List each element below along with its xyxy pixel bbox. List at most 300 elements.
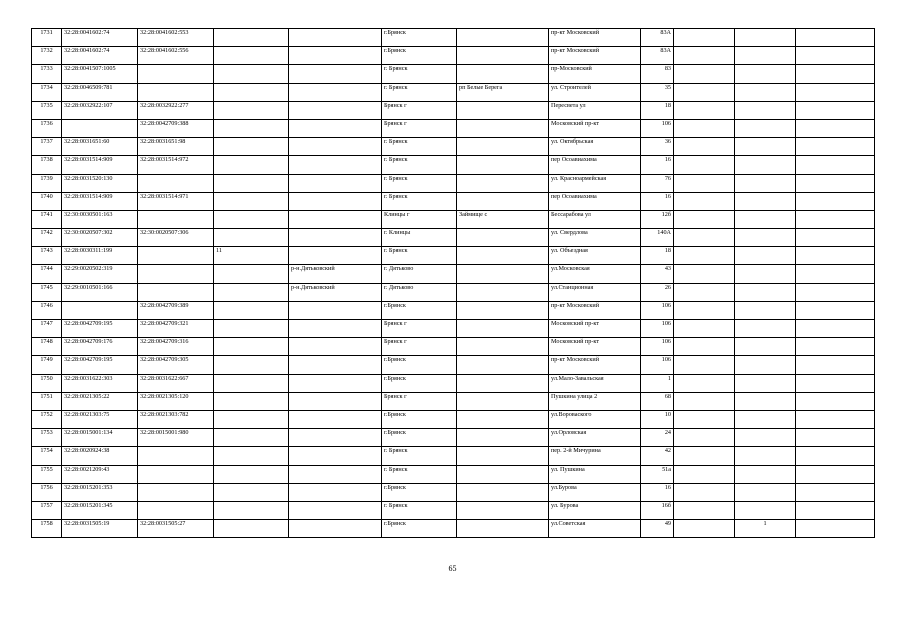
cell-num: 1754 [32,447,62,465]
cell-c12 [796,83,875,101]
cell-c11 [735,447,796,465]
table-row [32,265,875,283]
table-row [32,301,875,319]
cell-locality [457,320,549,338]
cell-city: г. Брянск [382,138,457,156]
table-row [32,101,875,119]
cell-locality [457,192,549,210]
cell-num: 1755 [32,465,62,483]
cell-c11 [735,356,796,374]
cell-c12 [796,65,875,83]
cell-street: ул.Бурова [549,483,641,501]
cell-city: г. Брянск [382,247,457,265]
cell-num: 1748 [32,338,62,356]
cell-house: 16 [641,156,674,174]
cell-locality [457,229,549,247]
cell-c11 [735,265,796,283]
cell-c10 [674,174,735,192]
cell-c10 [674,156,735,174]
cell-city: г. Брянск [382,83,457,101]
cell-city: Брянск г [382,101,457,119]
cell-cad1: 32:28:0046509:781 [62,83,138,101]
cell-c10 [674,447,735,465]
cell-c5 [289,119,382,137]
cell-c12 [796,247,875,265]
cell-locality [457,138,549,156]
cell-c11 [735,501,796,519]
cell-city: Брянск г [382,320,457,338]
table-row [32,119,875,137]
cell-locality [457,501,549,519]
cell-cad1: 32:28:0015201:345 [62,501,138,519]
cell-cad1: 32:28:0031651:60 [62,138,138,156]
cell-c4 [214,465,289,483]
cell-locality [457,447,549,465]
table-row [32,520,875,538]
cell-num: 1739 [32,174,62,192]
cell-street: ул.Мало-Завальская [549,374,641,392]
registry-table-body [32,29,875,538]
cell-cad2: 32:28:0042709:305 [138,356,214,374]
cell-cad1: 32:30:0030501:163 [62,210,138,228]
cell-street: пер. 2-й Мичурина [549,447,641,465]
cell-c10 [674,410,735,428]
cell-street: Московский пр-кт [549,119,641,137]
cell-c4 [214,429,289,447]
cell-c5 [289,210,382,228]
table-row [32,210,875,228]
cell-cad2: 32:30:0020507:306 [138,229,214,247]
cell-c11 [735,392,796,410]
cell-c5 [289,138,382,156]
cell-cad1: 32:29:0020502:319 [62,265,138,283]
cell-cad1: 32:28:0041602:74 [62,47,138,65]
cell-street: Московский пр-кт [549,320,641,338]
cell-num: 1753 [32,429,62,447]
cell-cad1: 32:28:0042709:195 [62,320,138,338]
cell-cad2 [138,447,214,465]
cell-house: 106 [641,320,674,338]
cell-house: 106 [641,338,674,356]
cell-c12 [796,465,875,483]
cell-house: 106 [641,119,674,137]
cell-c12 [796,47,875,65]
cell-c12 [796,210,875,228]
cell-c11 [735,29,796,47]
cell-city: г.Брянск [382,374,457,392]
cell-c4 [214,520,289,538]
cell-locality [457,65,549,83]
cell-c10 [674,374,735,392]
cell-cad2: 32:28:0015001:980 [138,429,214,447]
cell-c5 [289,501,382,519]
cell-num: 1745 [32,283,62,301]
cell-c12 [796,429,875,447]
cell-num: 1734 [32,83,62,101]
cell-city: г.Брянск [382,47,457,65]
cell-c4: 11 [214,247,289,265]
table-row [32,483,875,501]
cell-street: ул.Московская [549,265,641,283]
cell-cad2 [138,83,214,101]
cell-c5 [289,174,382,192]
cell-c4 [214,83,289,101]
cell-house: 68 [641,392,674,410]
cell-c11 [735,320,796,338]
cell-num: 1740 [32,192,62,210]
cell-c5 [289,374,382,392]
cell-locality [457,520,549,538]
cell-c4 [214,338,289,356]
cell-locality [457,392,549,410]
cell-c4 [214,283,289,301]
cell-locality [457,156,549,174]
cell-c5: р-н.Дятьковский [289,265,382,283]
cell-num: 1736 [32,119,62,137]
page-number: 65 [448,564,457,573]
cell-c5 [289,520,382,538]
cell-c4 [214,320,289,338]
cell-c10 [674,47,735,65]
cell-c5 [289,392,382,410]
cell-c12 [796,338,875,356]
cell-num: 1731 [32,29,62,47]
cell-street: ул.Орловская [549,429,641,447]
table-row [32,374,875,392]
table-row [32,283,875,301]
cell-house: 24 [641,429,674,447]
cell-cad1: 32:28:0021303:75 [62,410,138,428]
cell-cad2 [138,465,214,483]
cell-c10 [674,210,735,228]
cell-cad2: 32:28:0021305:120 [138,392,214,410]
cell-city: г. Дятьково [382,265,457,283]
cell-c5 [289,29,382,47]
cell-street: ул. Красноармейская [549,174,641,192]
cell-c12 [796,174,875,192]
cell-c4 [214,65,289,83]
cell-house: 83А [641,47,674,65]
cell-cad2 [138,501,214,519]
cell-c5 [289,47,382,65]
cell-c5 [289,301,382,319]
table-row [32,447,875,465]
cell-house: 106 [641,356,674,374]
cell-c11 [735,174,796,192]
cell-c5 [289,447,382,465]
cell-c5 [289,192,382,210]
cell-c11 [735,465,796,483]
cell-locality [457,301,549,319]
cell-locality [457,374,549,392]
cell-cad1: 32:28:0031520:130 [62,174,138,192]
cell-cad2: 32:28:0041602:553 [138,29,214,47]
table-row [32,65,875,83]
cell-c10 [674,265,735,283]
cell-street: ул.Вороваского [549,410,641,428]
cell-c11 [735,374,796,392]
cell-num: 1732 [32,47,62,65]
table-row [32,83,875,101]
cell-house: 16б [641,501,674,519]
table-row [32,338,875,356]
cell-c10 [674,429,735,447]
cell-cad2: 32:28:0032922:277 [138,101,214,119]
cell-city: г.Брянск [382,410,457,428]
cell-city: г. Брянск [382,65,457,83]
cell-c4 [214,192,289,210]
cell-num: 1758 [32,520,62,538]
cell-c5 [289,101,382,119]
cell-cad1: 32:28:0021209:43 [62,465,138,483]
cell-street: Пересвета ул [549,101,641,119]
cell-locality: Займище с [457,210,549,228]
cell-c11 [735,229,796,247]
cell-c11 [735,283,796,301]
cell-cad1: 32:28:0031505:19 [62,520,138,538]
cell-city: г. Брянск [382,174,457,192]
cell-street: пр-кт Московский [549,301,641,319]
cell-num: 1744 [32,265,62,283]
cell-cad2: 32:28:0031514:972 [138,156,214,174]
cell-num: 1735 [32,101,62,119]
cell-c5: р-н.Дятьковский [289,283,382,301]
cell-locality [457,465,549,483]
cell-num: 1757 [32,501,62,519]
cell-c10 [674,83,735,101]
cell-street: ул.Станционная [549,283,641,301]
cell-c12 [796,356,875,374]
cell-cad2: 32:28:0042709:388 [138,119,214,137]
cell-street: пр-Московский [549,65,641,83]
cell-city: г.Брянск [382,301,457,319]
cell-street: ул. Объездная [549,247,641,265]
cell-c4 [214,265,289,283]
cell-house: 140А [641,229,674,247]
cell-cad1: 32:28:0015201:353 [62,483,138,501]
cell-c10 [674,356,735,374]
cell-c10 [674,247,735,265]
cell-c12 [796,483,875,501]
cell-c5 [289,356,382,374]
cell-c12 [796,320,875,338]
cell-city: г. Брянск [382,465,457,483]
cell-c11 [735,429,796,447]
cell-c5 [289,65,382,83]
cell-locality [457,101,549,119]
cell-city: г. Брянск [382,192,457,210]
cell-street: ул. Октябрьская [549,138,641,156]
cell-num: 1733 [32,65,62,83]
cell-c12 [796,156,875,174]
cell-house: 51а [641,465,674,483]
cell-cad2: 32:28:0031505:27 [138,520,214,538]
cell-street: пер Осоавиахима [549,156,641,174]
cell-city: г.Брянск [382,429,457,447]
cell-c5 [289,229,382,247]
cell-cad2: 32:28:0031622:667 [138,374,214,392]
cell-c12 [796,301,875,319]
cell-cad2: 32:28:0042709:389 [138,301,214,319]
cell-house: 16 [641,483,674,501]
cell-c12 [796,119,875,137]
cell-c4 [214,29,289,47]
cell-c4 [214,301,289,319]
table-row [32,356,875,374]
cell-c11 [735,101,796,119]
cell-city: Брянск г [382,119,457,137]
cell-c10 [674,101,735,119]
table-row [32,156,875,174]
cell-locality [457,356,549,374]
cell-cad1: 32:28:0042709:195 [62,356,138,374]
cell-street: ул. Свердлова [549,229,641,247]
cell-house: 83А [641,29,674,47]
cell-city: г. Брянск [382,501,457,519]
cell-city: г.Брянск [382,29,457,47]
cell-street: Бессарабова ул [549,210,641,228]
cell-c5 [289,247,382,265]
cell-cad2 [138,483,214,501]
cell-c11 [735,119,796,137]
cell-c4 [214,374,289,392]
cell-c10 [674,29,735,47]
cell-locality: рп Белые Берега [457,83,549,101]
cell-city: г.Брянск [382,520,457,538]
cell-street: Московский пр-кт [549,338,641,356]
cell-num: 1737 [32,138,62,156]
cell-c12 [796,229,875,247]
cell-c10 [674,392,735,410]
cell-house: 36 [641,138,674,156]
cell-c11 [735,483,796,501]
cell-cad1: 32:29:0010501:166 [62,283,138,301]
cell-locality [457,119,549,137]
cell-c4 [214,447,289,465]
cell-locality [457,174,549,192]
cell-c5 [289,320,382,338]
cell-cad2: 32:28:0031514:971 [138,192,214,210]
cell-c11 [735,338,796,356]
cell-cad1: 32:28:0021305:22 [62,392,138,410]
cell-num: 1741 [32,210,62,228]
cell-house: 18 [641,101,674,119]
cell-city: Клинцы г [382,210,457,228]
cell-house: 12б [641,210,674,228]
cell-cad1: 32:28:0031514:909 [62,156,138,174]
cell-c4 [214,156,289,174]
cell-c12 [796,520,875,538]
cell-street: Пушкина улица 2 [549,392,641,410]
cell-c12 [796,192,875,210]
cell-city: г.Брянск [382,483,457,501]
cell-locality [457,265,549,283]
table-row [32,229,875,247]
cell-cad2 [138,265,214,283]
cell-c12 [796,29,875,47]
cell-c4 [214,47,289,65]
cell-c11: 1 [735,520,796,538]
cell-locality [457,29,549,47]
cell-street: ул.Советская [549,520,641,538]
cell-house: 43 [641,265,674,283]
cell-street: пер Осоавиахима [549,192,641,210]
cell-num: 1749 [32,356,62,374]
table-row [32,247,875,265]
cell-locality [457,429,549,447]
cell-c4 [214,138,289,156]
cell-c4 [214,483,289,501]
cell-street: ул. Пушкина [549,465,641,483]
cell-cad1 [62,119,138,137]
cell-c10 [674,483,735,501]
table-row [32,392,875,410]
cell-cad1: 32:28:0031622:303 [62,374,138,392]
cell-cad2: 32:28:0042709:316 [138,338,214,356]
cell-locality [457,283,549,301]
cell-cad1: 32:30:0020507:302 [62,229,138,247]
cell-cad1: 32:28:0041507:1005 [62,65,138,83]
cell-house: 26 [641,283,674,301]
cell-c11 [735,138,796,156]
cell-cad2 [138,210,214,228]
cell-c12 [796,265,875,283]
cell-c10 [674,338,735,356]
cell-c12 [796,374,875,392]
cell-c12 [796,447,875,465]
cell-num: 1747 [32,320,62,338]
cell-house: 16 [641,192,674,210]
cell-locality [457,338,549,356]
cell-street: пр-кт Московский [549,356,641,374]
cell-c12 [796,410,875,428]
cell-c4 [214,101,289,119]
cell-c4 [214,119,289,137]
cell-num: 1750 [32,374,62,392]
cell-c10 [674,283,735,301]
cell-cad1: 32:28:0030311:199 [62,247,138,265]
cell-c11 [735,210,796,228]
cell-locality [457,47,549,65]
cell-house: 49 [641,520,674,538]
cell-c11 [735,247,796,265]
table-row [32,410,875,428]
cell-city: г.Брянск [382,356,457,374]
cell-house: 83 [641,65,674,83]
cell-c5 [289,410,382,428]
cell-c10 [674,301,735,319]
cell-c5 [289,429,382,447]
cell-c4 [214,210,289,228]
table-row [32,29,875,47]
cell-c10 [674,520,735,538]
cell-num: 1756 [32,483,62,501]
cell-c4 [214,229,289,247]
table-row [32,138,875,156]
cell-num: 1738 [32,156,62,174]
cell-c11 [735,83,796,101]
cell-locality [457,247,549,265]
cell-house: 10 [641,410,674,428]
cell-street: ул. Строителей [549,83,641,101]
cell-c10 [674,119,735,137]
cell-c5 [289,465,382,483]
cell-cad2 [138,283,214,301]
cell-c10 [674,320,735,338]
cell-c5 [289,83,382,101]
table-row [32,174,875,192]
cell-cad2: 32:28:0041602:556 [138,47,214,65]
